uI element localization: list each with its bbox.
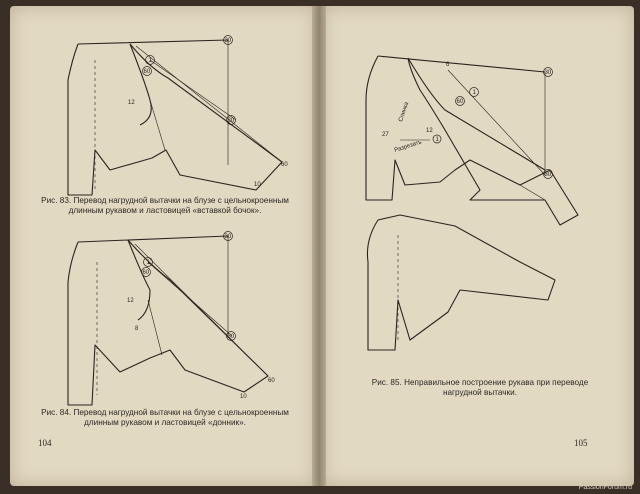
figure-84-diagram [68, 232, 275, 406]
svg-text:30: 30 [544, 172, 552, 178]
svg-text:1: 1 [146, 260, 150, 266]
svg-text:30: 30 [224, 38, 232, 44]
svg-text:60: 60 [268, 378, 275, 384]
svg-text:12: 12 [128, 100, 135, 106]
caption-line: длинным рукавом и ластовицей «вставкой бочок». [68, 206, 262, 215]
figure-84-caption [30, 408, 300, 428]
svg-text:60: 60 [143, 69, 151, 75]
right-page-number: 105 [574, 438, 588, 448]
svg-text:30: 30 [227, 118, 235, 124]
svg-text:60: 60 [281, 162, 288, 168]
svg-text:30: 30 [544, 70, 552, 76]
svg-text:1: 1 [472, 90, 476, 96]
svg-text:60: 60 [456, 99, 464, 105]
svg-text:Спинка: Спинка [398, 101, 411, 123]
svg-text:1: 1 [148, 58, 152, 64]
svg-text:60: 60 [142, 270, 150, 276]
caption-line: Рис. 85. Неправильное построение рукава при переводе [371, 378, 589, 387]
left-page-number: 104 [38, 438, 52, 448]
svg-text:6: 6 [446, 62, 450, 68]
svg-text:12: 12 [127, 298, 134, 304]
svg-text:1: 1 [435, 137, 439, 143]
caption-line: Рис. 84. Перевод нагрудной вытачки на блузе с цельнокроенным [41, 408, 289, 417]
svg-text:30: 30 [227, 334, 235, 340]
svg-text:8: 8 [135, 326, 139, 332]
caption-line: Рис. 83. Перевод нагрудной вытачки на блузе с цельнокроенным [41, 196, 289, 205]
svg-text:12: 12 [426, 128, 433, 134]
figure-85-diagram [366, 56, 578, 350]
figure-85-caption [350, 378, 610, 398]
svg-text:10: 10 [240, 394, 247, 400]
svg-text:Разрезать: Разрезать [393, 139, 423, 154]
caption-line: длинным рукавом и ластовицей «донник». [84, 418, 246, 427]
svg-text:30: 30 [224, 234, 232, 240]
svg-text:27: 27 [382, 132, 389, 138]
caption-line: нагрудной вытачки. [442, 388, 517, 397]
watermark: PassionForum.ru [578, 484, 632, 491]
figure-83-caption [30, 196, 300, 216]
svg-text:10: 10 [254, 182, 261, 188]
figure-83-diagram [68, 36, 288, 196]
